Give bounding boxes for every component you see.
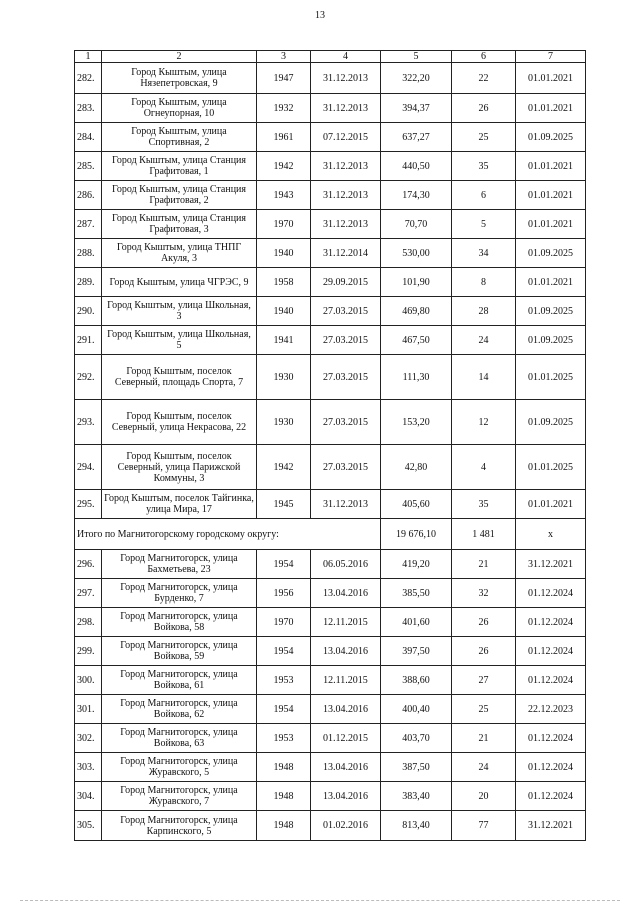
- table-row: [75, 811, 586, 841]
- date-cell: 31.12.2014: [311, 239, 381, 268]
- planned-date-cell: 01.01.2021: [516, 152, 586, 181]
- row-number: 285.: [75, 152, 102, 181]
- table-row: [75, 152, 586, 181]
- table-row: [75, 695, 586, 724]
- row-number: 301.: [75, 695, 102, 724]
- address-cell: Город Кыштым, поселок Северный, площадь Спорта, 7: [102, 355, 257, 400]
- table-row: [75, 268, 586, 297]
- address-cell: Город Кыштым, поселок Тайгинка, улица Мира, 17: [102, 490, 257, 519]
- area-cell: 111,30: [381, 355, 452, 400]
- area-cell: 401,60: [381, 608, 452, 637]
- planned-date-cell: 01.09.2025: [516, 239, 586, 268]
- area-cell: 153,20: [381, 400, 452, 445]
- year-cell: 1943: [257, 181, 311, 210]
- row-number: 293.: [75, 400, 102, 445]
- row-number: 298.: [75, 608, 102, 637]
- row-number: 297.: [75, 579, 102, 608]
- address-cell: Город Кыштым, улица Станция Графитовая, 3: [102, 210, 257, 239]
- year-cell: 1961: [257, 123, 311, 152]
- date-cell: 29.09.2015: [311, 268, 381, 297]
- column-number: 4: [311, 51, 381, 63]
- table-row: [75, 608, 586, 637]
- area-cell: 530,00: [381, 239, 452, 268]
- date-cell: 27.03.2015: [311, 400, 381, 445]
- planned-date-cell: 01.01.2021: [516, 94, 586, 123]
- residents-cell: 14: [452, 355, 516, 400]
- planned-date-cell: 01.12.2024: [516, 753, 586, 782]
- planned-date-cell: 01.09.2025: [516, 326, 586, 355]
- address-cell: Город Магнитогорск, улица Войкова, 62: [102, 695, 257, 724]
- planned-date-cell: 01.12.2024: [516, 608, 586, 637]
- area-cell: 388,60: [381, 666, 452, 695]
- table-row: [75, 579, 586, 608]
- area-cell: 403,70: [381, 724, 452, 753]
- residents-cell: 24: [452, 326, 516, 355]
- planned-date-cell: 31.12.2021: [516, 550, 586, 579]
- residents-cell: 5: [452, 210, 516, 239]
- address-cell: Город Магнитогорск, улица Журавского, 7: [102, 782, 257, 811]
- address-cell: Город Магнитогорск, улица Войкова, 63: [102, 724, 257, 753]
- area-cell: 174,30: [381, 181, 452, 210]
- residents-cell: 34: [452, 239, 516, 268]
- area-cell: 42,80: [381, 445, 452, 490]
- subtotal-label: Итого по Магнитогорскому городскому округу:: [75, 519, 381, 550]
- residents-cell: 22: [452, 63, 516, 94]
- address-cell: Город Магнитогорск, улица Карпинского, 5: [102, 811, 257, 841]
- date-cell: 31.12.2013: [311, 63, 381, 94]
- year-cell: 1954: [257, 695, 311, 724]
- year-cell: 1941: [257, 326, 311, 355]
- row-number: 300.: [75, 666, 102, 695]
- column-number: 7: [516, 51, 586, 63]
- row-number: 291.: [75, 326, 102, 355]
- year-cell: 1940: [257, 239, 311, 268]
- column-number-row: [75, 51, 586, 63]
- date-cell: 12.11.2015: [311, 608, 381, 637]
- planned-date-cell: 01.12.2024: [516, 666, 586, 695]
- table-row: [75, 445, 586, 490]
- planned-date-cell: 01.12.2024: [516, 724, 586, 753]
- table-row: [75, 326, 586, 355]
- row-number: 296.: [75, 550, 102, 579]
- table-row: [75, 724, 586, 753]
- planned-date-cell: 01.01.2021: [516, 63, 586, 94]
- address-cell: Город Магнитогорск, улица Бахметьева, 23: [102, 550, 257, 579]
- subtotal-plan: х: [516, 519, 586, 550]
- address-cell: Город Кыштым, улица Станция Графитовая, 1: [102, 152, 257, 181]
- row-number: 295.: [75, 490, 102, 519]
- residents-cell: 24: [452, 753, 516, 782]
- planned-date-cell: 01.01.2021: [516, 181, 586, 210]
- row-number: 299.: [75, 637, 102, 666]
- planned-date-cell: 01.12.2024: [516, 579, 586, 608]
- residents-cell: 12: [452, 400, 516, 445]
- year-cell: 1956: [257, 579, 311, 608]
- table-row: [75, 666, 586, 695]
- area-cell: 383,40: [381, 782, 452, 811]
- row-number: 289.: [75, 268, 102, 297]
- column-number: 2: [102, 51, 257, 63]
- area-cell: 322,20: [381, 63, 452, 94]
- year-cell: 1970: [257, 210, 311, 239]
- column-number: 3: [257, 51, 311, 63]
- planned-date-cell: 01.09.2025: [516, 297, 586, 326]
- date-cell: 13.04.2016: [311, 695, 381, 724]
- table-row: [75, 181, 586, 210]
- table-row: [75, 550, 586, 579]
- year-cell: 1932: [257, 94, 311, 123]
- address-cell: Город Магнитогорск, улица Журавского, 5: [102, 753, 257, 782]
- residents-cell: 21: [452, 550, 516, 579]
- residents-cell: 8: [452, 268, 516, 297]
- year-cell: 1954: [257, 637, 311, 666]
- address-cell: Город Кыштым, улица Огнеупорная, 10: [102, 94, 257, 123]
- column-number: 5: [381, 51, 452, 63]
- residents-cell: 4: [452, 445, 516, 490]
- residents-cell: 25: [452, 123, 516, 152]
- planned-date-cell: 01.01.2025: [516, 445, 586, 490]
- planned-date-cell: 01.12.2024: [516, 637, 586, 666]
- row-number: 288.: [75, 239, 102, 268]
- table-row: [75, 210, 586, 239]
- residents-cell: 28: [452, 297, 516, 326]
- address-cell: Город Магнитогорск, улица Бурденко, 7: [102, 579, 257, 608]
- area-cell: 440,50: [381, 152, 452, 181]
- residents-cell: 25: [452, 695, 516, 724]
- address-cell: Город Магнитогорск, улица Войкова, 59: [102, 637, 257, 666]
- address-cell: Город Кыштым, улица Станция Графитовая, 2: [102, 181, 257, 210]
- year-cell: 1940: [257, 297, 311, 326]
- area-cell: 405,60: [381, 490, 452, 519]
- year-cell: 1930: [257, 355, 311, 400]
- row-number: 303.: [75, 753, 102, 782]
- subtotal-count: 1 481: [452, 519, 516, 550]
- year-cell: 1953: [257, 724, 311, 753]
- page-number: 13: [315, 10, 325, 21]
- address-cell: Город Магнитогорск, улица Войкова, 58: [102, 608, 257, 637]
- address-cell: Город Кыштым, улица Школьная, 3: [102, 297, 257, 326]
- date-cell: 27.03.2015: [311, 297, 381, 326]
- residents-cell: 35: [452, 490, 516, 519]
- year-cell: 1930: [257, 400, 311, 445]
- area-cell: 387,50: [381, 753, 452, 782]
- area-cell: 467,50: [381, 326, 452, 355]
- planned-date-cell: 01.09.2025: [516, 123, 586, 152]
- date-cell: 01.02.2016: [311, 811, 381, 841]
- address-cell: Город Магнитогорск, улица Войкова, 61: [102, 666, 257, 695]
- date-cell: 31.12.2013: [311, 94, 381, 123]
- row-number: 286.: [75, 181, 102, 210]
- date-cell: 13.04.2016: [311, 782, 381, 811]
- planned-date-cell: 01.01.2021: [516, 268, 586, 297]
- table-row: [75, 355, 586, 400]
- residents-cell: 6: [452, 181, 516, 210]
- area-cell: 637,27: [381, 123, 452, 152]
- address-cell: Город Кыштым, улица Спортивная, 2: [102, 123, 257, 152]
- date-cell: 13.04.2016: [311, 753, 381, 782]
- subtotal-area: 19 676,10: [381, 519, 452, 550]
- subtotal-row: [75, 519, 586, 550]
- date-cell: 27.03.2015: [311, 445, 381, 490]
- row-number: 305.: [75, 811, 102, 841]
- table-row: [75, 94, 586, 123]
- year-cell: 1942: [257, 445, 311, 490]
- address-cell: Город Кыштым, поселок Северный, улица Некрасова, 22: [102, 400, 257, 445]
- year-cell: 1954: [257, 550, 311, 579]
- residents-cell: 77: [452, 811, 516, 841]
- date-cell: 13.04.2016: [311, 637, 381, 666]
- date-cell: 27.03.2015: [311, 326, 381, 355]
- address-cell: Город Кыштым, улица ЧГРЭС, 9: [102, 268, 257, 297]
- table-row: [75, 490, 586, 519]
- date-cell: 31.12.2013: [311, 490, 381, 519]
- planned-date-cell: 01.01.2021: [516, 210, 586, 239]
- planned-date-cell: 31.12.2021: [516, 811, 586, 841]
- housing-registry-table: [74, 50, 586, 841]
- area-cell: 101,90: [381, 268, 452, 297]
- residents-cell: 32: [452, 579, 516, 608]
- row-number: 302.: [75, 724, 102, 753]
- date-cell: 07.12.2015: [311, 123, 381, 152]
- residents-cell: 20: [452, 782, 516, 811]
- date-cell: 27.03.2015: [311, 355, 381, 400]
- row-number: 304.: [75, 782, 102, 811]
- residents-cell: 27: [452, 666, 516, 695]
- area-cell: 397,50: [381, 637, 452, 666]
- date-cell: 31.12.2013: [311, 210, 381, 239]
- date-cell: 31.12.2013: [311, 181, 381, 210]
- row-number: 290.: [75, 297, 102, 326]
- table-row: [75, 753, 586, 782]
- area-cell: 400,40: [381, 695, 452, 724]
- page-bottom-divider: [20, 900, 620, 902]
- date-cell: 06.05.2016: [311, 550, 381, 579]
- year-cell: 1942: [257, 152, 311, 181]
- planned-date-cell: 01.09.2025: [516, 400, 586, 445]
- area-cell: 70,70: [381, 210, 452, 239]
- year-cell: 1970: [257, 608, 311, 637]
- table-row: [75, 239, 586, 268]
- column-number: 1: [75, 51, 102, 63]
- date-cell: 31.12.2013: [311, 152, 381, 181]
- residents-cell: 26: [452, 637, 516, 666]
- residents-cell: 21: [452, 724, 516, 753]
- year-cell: 1948: [257, 753, 311, 782]
- planned-date-cell: 01.01.2021: [516, 490, 586, 519]
- residents-cell: 26: [452, 608, 516, 637]
- column-number: 6: [452, 51, 516, 63]
- row-number: 284.: [75, 123, 102, 152]
- year-cell: 1948: [257, 782, 311, 811]
- planned-date-cell: 22.12.2023: [516, 695, 586, 724]
- date-cell: 12.11.2015: [311, 666, 381, 695]
- address-cell: Город Кыштым, поселок Северный, улица Парижской Коммуны, 3: [102, 445, 257, 490]
- residents-cell: 26: [452, 94, 516, 123]
- planned-date-cell: 01.12.2024: [516, 782, 586, 811]
- area-cell: 394,37: [381, 94, 452, 123]
- year-cell: 1945: [257, 490, 311, 519]
- address-cell: Город Кыштым, улица ТНПГ Акуля, 3: [102, 239, 257, 268]
- row-number: 294.: [75, 445, 102, 490]
- row-number: 292.: [75, 355, 102, 400]
- year-cell: 1953: [257, 666, 311, 695]
- table-row: [75, 63, 586, 94]
- planned-date-cell: 01.01.2025: [516, 355, 586, 400]
- year-cell: 1958: [257, 268, 311, 297]
- area-cell: 469,80: [381, 297, 452, 326]
- address-cell: Город Кыштым, улица Школьная, 5: [102, 326, 257, 355]
- address-cell: Город Кыштым, улица Нязепетровская, 9: [102, 63, 257, 94]
- area-cell: 385,50: [381, 579, 452, 608]
- year-cell: 1948: [257, 811, 311, 841]
- year-cell: 1947: [257, 63, 311, 94]
- date-cell: 01.12.2015: [311, 724, 381, 753]
- table-row: [75, 637, 586, 666]
- date-cell: 13.04.2016: [311, 579, 381, 608]
- row-number: 282.: [75, 63, 102, 94]
- table-row: [75, 400, 586, 445]
- area-cell: 419,20: [381, 550, 452, 579]
- table-row: [75, 782, 586, 811]
- table-row: [75, 123, 586, 152]
- row-number: 283.: [75, 94, 102, 123]
- row-number: 287.: [75, 210, 102, 239]
- area-cell: 813,40: [381, 811, 452, 841]
- table-row: [75, 297, 586, 326]
- residents-cell: 35: [452, 152, 516, 181]
